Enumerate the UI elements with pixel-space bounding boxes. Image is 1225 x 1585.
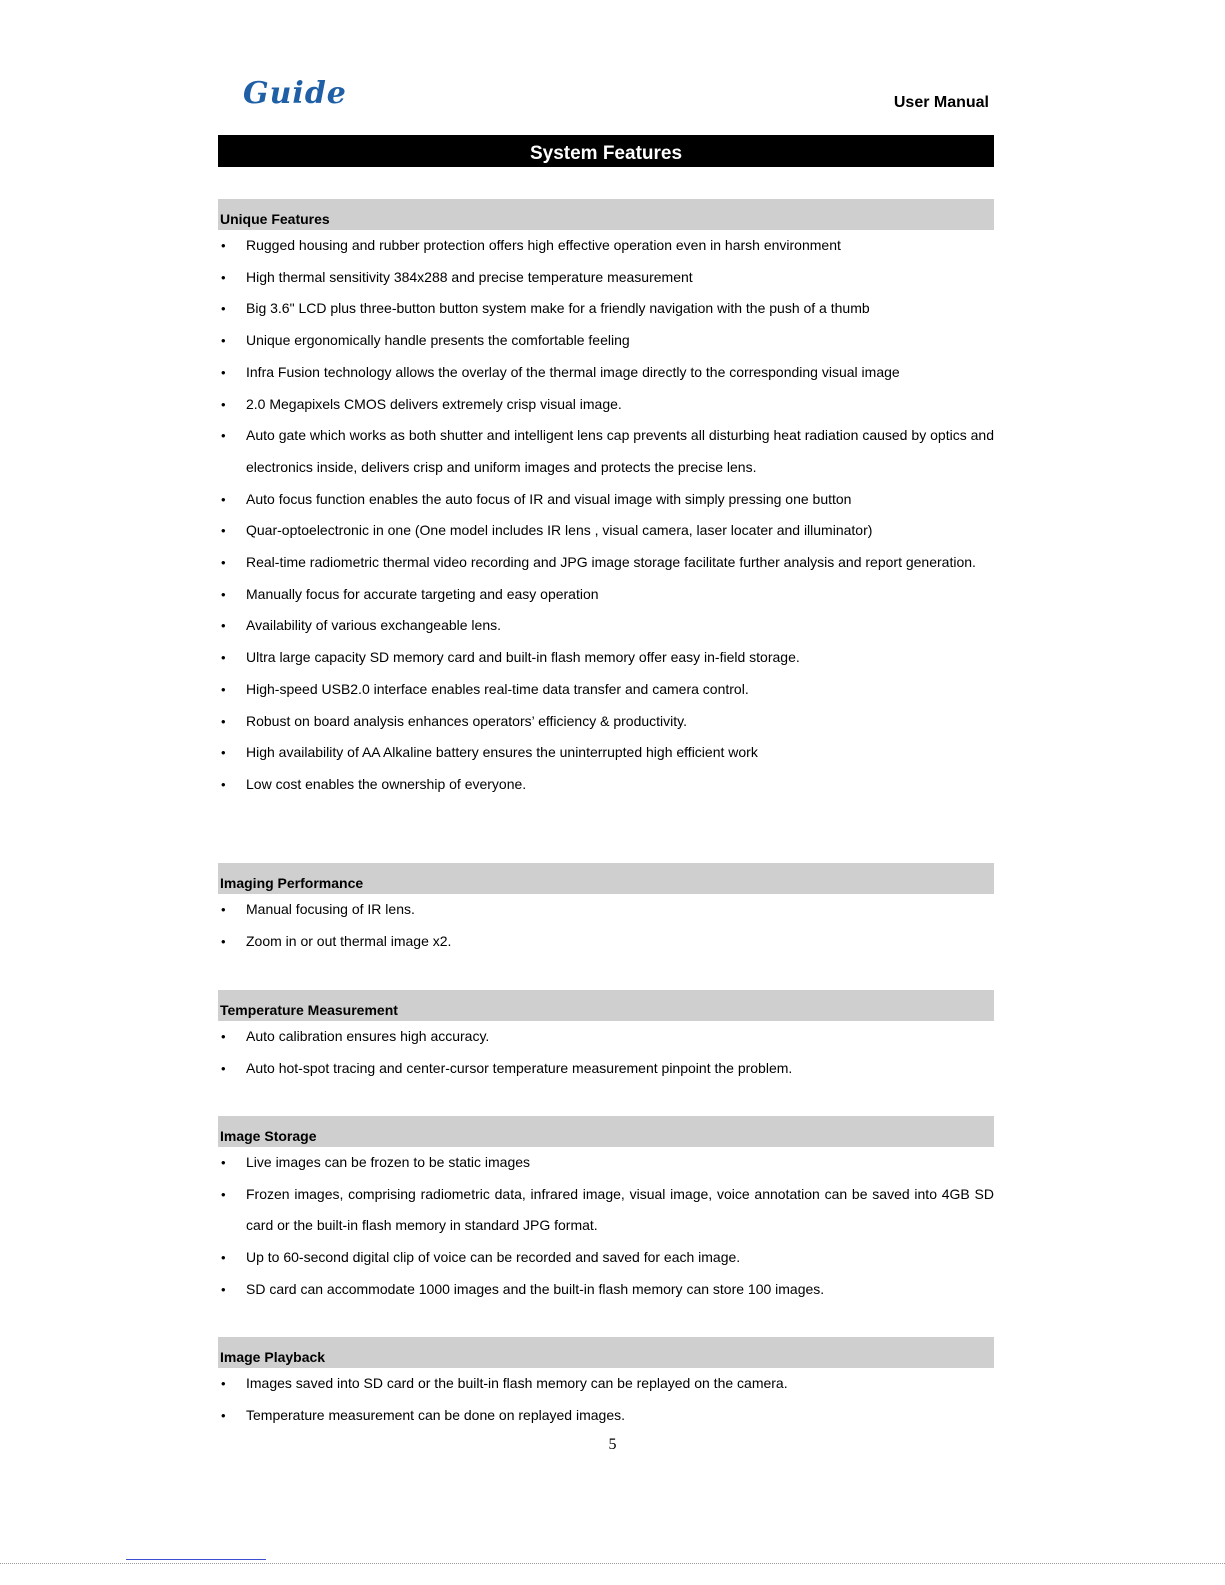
list-item: • High-speed USB2.0 interface enables real-time data transfer and camera control. bbox=[218, 674, 994, 706]
feature-list bbox=[218, 894, 994, 957]
list-item: • Frozen images, comprising radiometric data, infrared image, visual image, voice annotation can be saved into 4GB SD card or the built-in flash memory in standard JPG format. bbox=[218, 1179, 994, 1242]
list-item: • Temperature measurement can be done on replayed images. bbox=[218, 1400, 994, 1432]
feature-list bbox=[218, 1368, 994, 1431]
list-item: • Auto gate which works as both shutter and intelligent lens cap prevents all disturbing heat radiation caused by optics and electronics inside, delivers crisp and uniform images and protects the precise lens. bbox=[218, 420, 994, 483]
list-item: • Manual focusing of IR lens. bbox=[218, 894, 994, 926]
page-title: System Features bbox=[218, 135, 994, 167]
list-item: • Real-time radiometric thermal video recording and JPG image storage facilitate further analysis and report generation. bbox=[218, 547, 994, 579]
list-item: • Unique ergonomically handle presents the comfortable feeling bbox=[218, 325, 994, 357]
list-item: • 2.0 Megapixels CMOS delivers extremely crisp visual image. bbox=[218, 389, 994, 421]
list-item: • SD card can accommodate 1000 images and the built-in flash memory can store 100 images. bbox=[218, 1274, 994, 1306]
list-item: • Auto focus function enables the auto focus of IR and visual image with simply pressing one button bbox=[218, 484, 994, 516]
section-heading: Unique Features bbox=[218, 199, 994, 230]
section-unique-features bbox=[218, 199, 994, 801]
footnote-separator bbox=[126, 1559, 266, 1560]
feature-list bbox=[218, 1021, 994, 1084]
list-item: • Images saved into SD card or the built-in flash memory can be replayed on the camera. bbox=[218, 1368, 994, 1400]
feature-list bbox=[218, 230, 994, 801]
list-item: • Zoom in or out thermal image x2. bbox=[218, 926, 994, 958]
list-item: • Robust on board analysis enhances operators’ efficiency & productivity. bbox=[218, 706, 994, 738]
list-item: • Low cost enables the ownership of everyone. bbox=[218, 769, 994, 801]
list-item: • Manually focus for accurate targeting and easy operation bbox=[218, 579, 994, 611]
section-image-storage bbox=[218, 1116, 994, 1306]
page-number: 5 bbox=[608, 1436, 617, 1453]
document-label: User Manual bbox=[893, 94, 989, 111]
list-item: • Availability of various exchangeable lens. bbox=[218, 610, 994, 642]
section-image-playback bbox=[218, 1337, 994, 1431]
section-imaging-performance bbox=[218, 863, 994, 957]
section-heading: Temperature Measurement bbox=[218, 990, 994, 1021]
section-heading: Imaging Performance bbox=[218, 863, 994, 894]
list-item: • Big 3.6" LCD plus three-button button system make for a friendly navigation with the push of a thumb bbox=[218, 293, 994, 325]
list-item: • Rugged housing and rubber protection offers high effective operation even in harsh environment bbox=[218, 230, 994, 262]
feature-list bbox=[218, 1147, 994, 1306]
section-heading: Image Playback bbox=[218, 1337, 994, 1368]
list-item: • Auto hot-spot tracing and center-cursor temperature measurement pinpoint the problem. bbox=[218, 1053, 994, 1085]
list-item: • Live images can be frozen to be static images bbox=[218, 1147, 994, 1179]
list-item: • Auto calibration ensures high accuracy. bbox=[218, 1021, 994, 1053]
list-item: • Infra Fusion technology allows the overlay of the thermal image directly to the corresponding visual image bbox=[218, 357, 994, 389]
page-break-line bbox=[0, 1563, 1225, 1564]
guide-logo: Guide bbox=[243, 76, 347, 111]
list-item: • Ultra large capacity SD memory card and built-in flash memory offer easy in-field storage. bbox=[218, 642, 994, 674]
list-item: • High availability of AA Alkaline battery ensures the uninterrupted high efficient work bbox=[218, 737, 994, 769]
section-heading: Image Storage bbox=[218, 1116, 994, 1147]
list-item: • High thermal sensitivity 384x288 and precise temperature measurement bbox=[218, 262, 994, 294]
list-item: • Quar-optoelectronic in one (One model includes IR lens , visual camera, laser locater and illuminator) bbox=[218, 515, 994, 547]
section-temperature-measurement bbox=[218, 990, 994, 1084]
list-item: • Up to 60-second digital clip of voice can be recorded and saved for each image. bbox=[218, 1242, 994, 1274]
